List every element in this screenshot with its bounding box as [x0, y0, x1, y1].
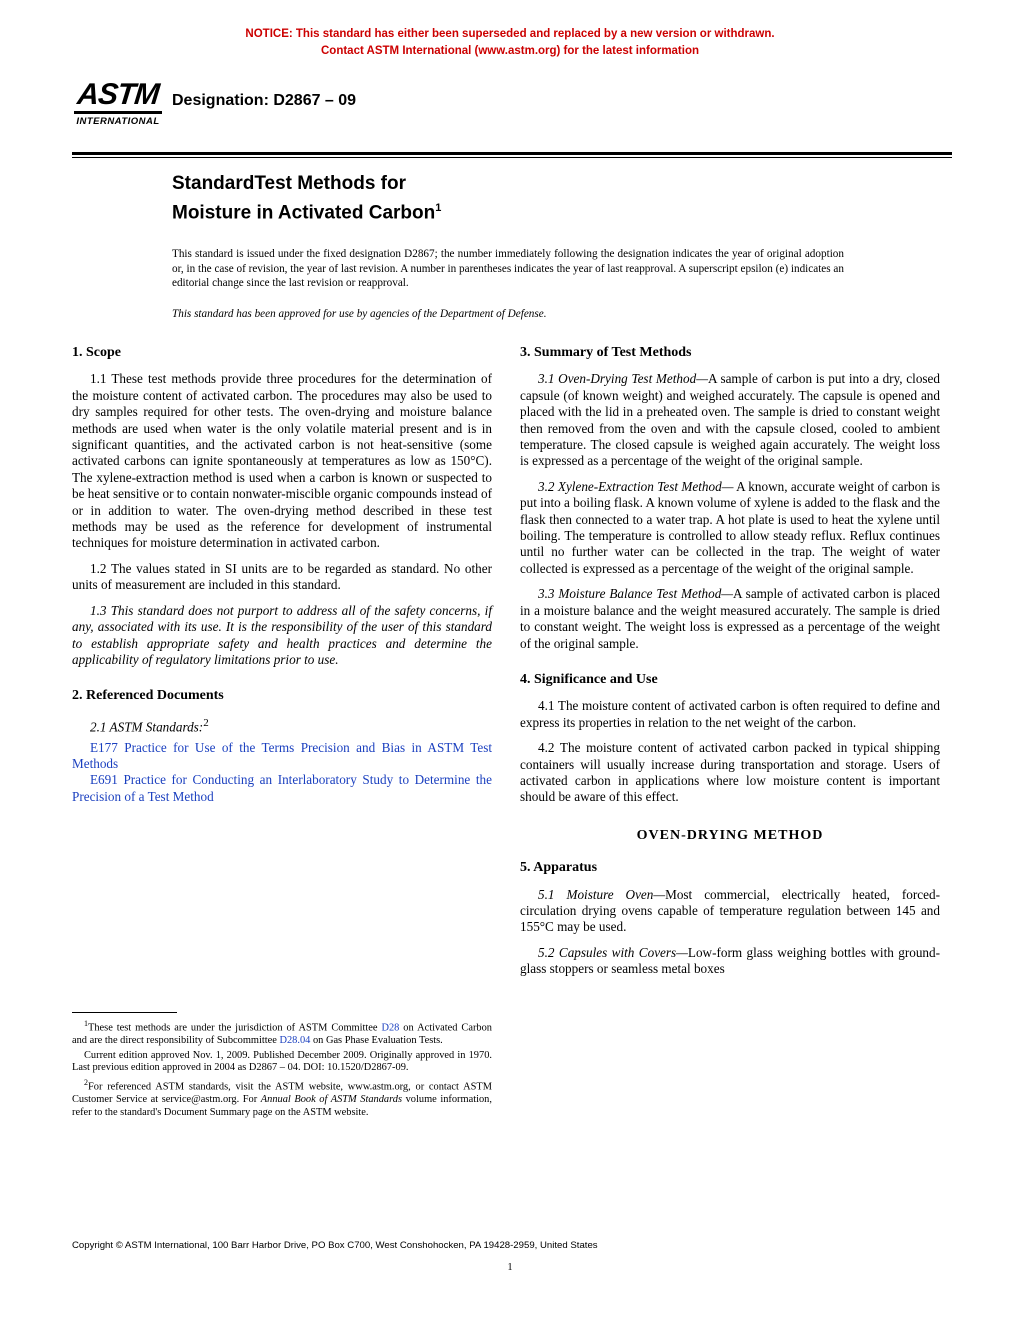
document-header	[72, 80, 952, 150]
header-rule-thick	[72, 152, 952, 155]
method-heading-oven-drying: OVEN-DRYING METHOD	[636, 827, 824, 843]
footnote-2-marker: 2	[84, 1077, 88, 1087]
footnote-1-text-b: on Activated Carbon and are the direct responsibility of Subcommittee	[72, 1022, 493, 1047]
footnotes-block	[72, 1018, 492, 1121]
summary-3-3-text: A sample of activated carbon is placed in a moisture balance and the weight measured accurately. The sample is dried to constant weight. The weight loss is expressed as a percentage of the weight of the original sample.	[520, 586, 940, 651]
astm-logo-subtext: INTERNATIONAL	[76, 116, 160, 127]
summary-3-2-label: 3.2 Xylene-Extraction Test Method—	[538, 478, 734, 494]
astm-standards-footnote-marker: 2	[203, 716, 209, 729]
footnote-1-text-a: These test methods are under the jurisdiction of ASTM Committee	[88, 1022, 382, 1034]
notice-line-1: NOTICE: This standard has either been superseded and replaced by a new version or withdrawn.	[245, 28, 775, 40]
title-block	[172, 172, 872, 321]
footnote-separator	[72, 1012, 177, 1013]
astm-standards-subheading	[72, 715, 492, 736]
apparatus-paragraph-5-1	[520, 887, 940, 936]
footnote-2-book-title: Annual Book of ASTM Standards	[260, 1093, 403, 1105]
significance-paragraph-4-1: 4.1 The moisture content of activated carbon is often required to define and express its properties in relation to the net weight of the carbon.	[520, 698, 940, 730]
section-heading-referenced-documents: 2. Referenced Documents	[72, 688, 224, 704]
dod-approval-note: This standard has been approved for use by agencies of the Department of Defense.	[172, 307, 547, 320]
apparatus-5-2-label: 5.2 Capsules with Covers—	[538, 944, 688, 960]
column-left	[72, 345, 492, 805]
designation-label: Designation: D2867 – 09	[172, 92, 357, 109]
title-footnote-marker: 1	[435, 202, 442, 214]
reference-link-e177[interactable]	[72, 740, 492, 773]
notice-line-2: Contact ASTM International (www.astm.org) for the latest information	[320, 44, 700, 57]
astm-logo	[72, 80, 164, 142]
footnote-2-text-a: For referenced ASTM standards, visit the ASTM website, www.astm.org, or contact ASTM Customer Service at service@astm.org. For	[72, 1081, 492, 1105]
footnote-edition-info: Current edition approved Nov. 1, 2009. Published December 2009. Originally approved in 1970. Last previous edition approved in 2004 as D2867 – 04. DOI: 10.1520/D2867-09.	[72, 1049, 492, 1074]
footnote-2-text-b: volume information, refer to the standard's Document Summary page on the ASTM website.	[72, 1093, 492, 1118]
title-line-2	[172, 196, 872, 225]
footnote-2	[72, 1077, 492, 1119]
summary-3-1-label: 3.1 Oven-Drying Test Method—	[538, 371, 708, 387]
footnote-1-text-c: on Gas Phase Evaluation Tests.	[310, 1035, 443, 1047]
summary-3-1-text: A sample of carbon is put into a dry, closed capsule (of known weight) and weighed accurately. The capsule is opened and placed with the lid in a preheated oven. The sample is dried to constant weight then removed from the oven and with the capsule closed, cooled to ambient temperature. The closed capsule is weighed again accurately. The weight loss is expressed as a percentage of the weight of the original sample.	[520, 371, 940, 469]
column-right	[520, 345, 940, 987]
withdrawn-notice	[0, 26, 1020, 59]
significance-paragraph-4-2: 4.2 The moisture content of activated carbon packed in typical shipping containers will usually increase during transportation and storage. Users of activated carbon in applications where low moisture content is important should be aware of this effect.	[520, 740, 940, 805]
section-heading-scope: 1. Scope	[72, 345, 121, 360]
apparatus-paragraph-5-2	[520, 945, 940, 978]
scope-paragraph-1-2: 1.2 The values stated in SI units are to be regarded as standard. No other units of measurement are included in this standard.	[72, 560, 492, 593]
reference-code-e177[interactable]: E177	[90, 739, 118, 755]
apparatus-5-2-text: Low-form glass weighing bottles with ground-glass stoppers or seamless metal boxes	[520, 944, 941, 977]
reference-title-e177[interactable]: Practice for Use of the Terms Precision and Bias in ASTM Test Methods	[72, 739, 493, 771]
summary-paragraph-3-3	[520, 586, 940, 652]
summary-paragraph-3-2	[520, 479, 940, 577]
footnote-subcommittee-link-d2804[interactable]: D28.04	[279, 1035, 311, 1047]
reference-code-e691[interactable]: E691	[90, 772, 118, 788]
astm-logo-text: ASTM	[75, 78, 161, 111]
title-line-1: StandardTest Methods for	[172, 173, 406, 194]
page-number: 1	[507, 1262, 513, 1273]
scope-paragraph-1-1: 1.1 These test methods provide three procedures for the determination of the moisture content of activated carbon. The procedures may also be used to dry samples required for other tests. The oven-drying and moisture balance methods are used when water is the only volatile material present and is in significant quantities, and the activated carbon is not heat-sensitive (some activated carbons can ignite spontaneously at temperatures as low as 150°C). The xylene-extraction method is used when a carbon is known or suspected to be heat sensitive or to contain nonwater-miscible organic compounds instead of or in addition to water. The oven-drying method described in these test methods may be used as the reference for development of instrumental techniques for moisture determination in activated carbon.	[72, 371, 492, 551]
astm-logo-rule	[74, 111, 162, 114]
copyright-line: Copyright © ASTM International, 100 Barr Harbor Drive, PO Box C700, West Conshohocken, PA 19428-2959, United States	[72, 1240, 598, 1251]
title-line-2-text: Moisture in Activated Carbon	[172, 202, 436, 224]
summary-3-3-label: 3.3 Moisture Balance Test Method—	[538, 586, 734, 602]
section-heading-summary: 3. Summary of Test Methods	[520, 345, 692, 360]
summary-paragraph-3-1	[520, 371, 940, 469]
reference-title-e691[interactable]: Practice for Conducting an Interlaboratory Study to Determine the Precision of a Test Method	[72, 772, 493, 804]
page-title	[172, 172, 872, 225]
reference-link-e691[interactable]	[72, 772, 492, 805]
summary-3-2-text: A known, accurate weight of carbon is put into a boiling flask. A known volume of xylene is added to the flask and the flask then connected to a water trap. A hot plate is used to heat the xylene until boiling. The temperature is controlled to allow steady reflux. Reflux continues until no further water can be collected in the trap. The weight of water collected is expressed as a percentage of the weight of the original sample.	[520, 478, 940, 576]
section-heading-apparatus: 5. Apparatus	[520, 860, 598, 876]
header-rule-thin	[72, 157, 952, 158]
footnote-1-marker: 1	[84, 1019, 88, 1028]
standard-preamble: This standard is issued under the fixed designation D2867; the number immediately following the designation indicates the year of original adoption or, in the case of revision, the year of last revision. A number in parentheses indicates the year of last reapproval. A superscript epsilon (e) indicates an editorial change since the last revision or reapproval.	[172, 248, 844, 290]
scope-paragraph-1-3: 1.3 This standard does not purport to address all of the safety concerns, if any, associated with its use. It is the responsibility of the user of this standard to establish appropriate safety and health practices and determine the applicability of regulatory limitations prior to use.	[72, 602, 492, 667]
section-heading-significance: 4. Significance and Use	[520, 671, 658, 687]
footnote-committee-link-d28[interactable]: D28	[381, 1022, 400, 1034]
astm-standards-subheading-text: 2.1 ASTM Standards:	[90, 719, 204, 735]
footnote-1	[72, 1018, 492, 1048]
apparatus-5-1-label: 5.1 Moisture Oven—	[538, 886, 666, 902]
apparatus-5-1-text: Most commercial, electrically heated, forced-circulation drying ovens capable of temperature regulation between 145 and 155°C may be used.	[520, 886, 940, 935]
